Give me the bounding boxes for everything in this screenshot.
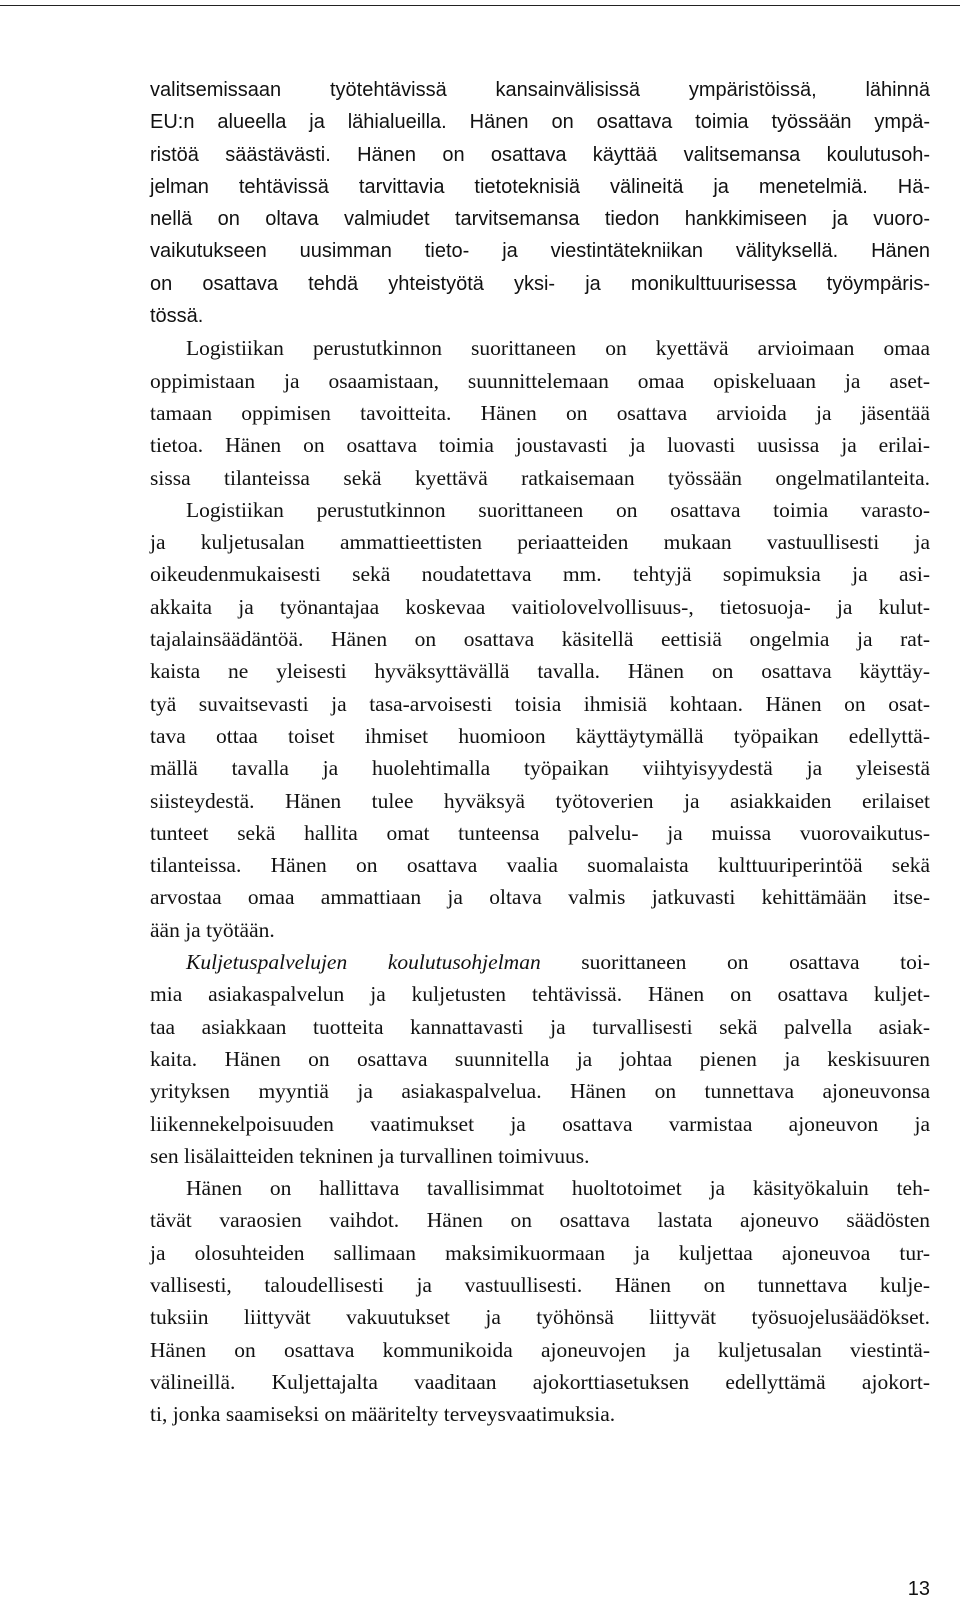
text-line: tössä. xyxy=(150,305,204,328)
text-line: ja kuljetusalan ammattieettisten periaatteiden mukaan vastuullisesti ja xyxy=(150,530,930,555)
kuljetus-para-first-line xyxy=(150,946,930,978)
text-line: Hänen on osattava kommunikoida ajoneuvojen ja kuljetusalan viestintä- xyxy=(150,1337,930,1362)
kuljetus-first-line-rest: suorittaneen on osattava toi- xyxy=(540,950,931,975)
text-line: sen lisälaitteiden tekninen ja turvallinen toimivuus. xyxy=(150,1143,590,1168)
text-line: siisteydestä. Hänen tulee hyväksyä työtoverien ja asiakkaiden erilaiset xyxy=(150,788,930,813)
text-line: tajalainsäädäntöä. Hänen on osattava käsitellä eettisiä ongelmia ja rat- xyxy=(150,627,930,652)
text-line: ristöä säästävästi. Hänen on osattava käyttää valitsemansa koulutusoh- xyxy=(150,143,930,166)
text-line: liikennekelpoisuuden vaatimukset ja osattava varmistaa ajoneuvon ja xyxy=(150,1111,930,1136)
text-line: yrityksen myyntiä ja asiakaspalvelua. Hänen on tunnettava ajoneuvonsa xyxy=(150,1079,930,1104)
text-line: jelman tehtävissä tarvittavia tietoteknisiä välineitä ja menetelmiä. Hä- xyxy=(150,175,930,198)
text-line: akkaita ja työnantajaa koskevaa vaitiolovelvollisuus-, tietosuoja- ja kulut- xyxy=(150,594,930,619)
text-line: mällä tavalla ja huolehtimalla työpaikan viihtyisyydestä ja yleisestä xyxy=(150,756,930,781)
paragraphs-main xyxy=(150,74,930,946)
text-line: taa asiakkaan tuotteita kannattavasti ja turvallisesti sekä palvella asiak- xyxy=(150,1014,930,1039)
text-line: Logistiikan perustutkinnon suorittaneen on kyettävä arvioimaan omaa xyxy=(186,336,930,361)
text-line: tuksiin liittyvät vakuutukset ja työhönsä liittyvät työsuojelusäädökset. xyxy=(150,1305,930,1330)
text-line: tilanteissa. Hänen on osattava vaalia suomalaista kulttuuriperintöä sekä xyxy=(150,853,930,878)
text-line: mia asiakaspalvelun ja kuljetusten tehtävissä. Hänen on osattava kuljet- xyxy=(150,982,930,1007)
text-line: arvostaa omaa ammattiaan ja oltava valmis jatkuvasti kehittämään itse- xyxy=(150,885,930,910)
text-line: on osattava tehdä yhteistyötä yksi- ja monikulttuurisessa työympäris- xyxy=(150,272,930,295)
text-line: tietoa. Hänen on osattava toimia joustavasti ja luovasti uusissa ja erilai- xyxy=(150,433,930,458)
text-line: ti, jonka saamiseksi on määritelty terveysvaatimuksia. xyxy=(150,1402,616,1427)
text-line: vallisesti, taloudellisesti ja vastuullisesti. Hänen on tunnettava kulje- xyxy=(150,1272,930,1297)
page-number: 13 xyxy=(907,1578,930,1600)
text-line: vaikutukseen uusimman tieto- ja viestintätekniikan välityksellä. Hänen xyxy=(150,240,930,263)
text-line: valitsemissaan työtehtävissä kansainvälisissä ympäristöissä, lähinnä xyxy=(150,79,930,101)
text-line: EU:n alueella ja lähialueilla. Hänen on osattava toimia työssään ympä- xyxy=(150,111,930,134)
text-line: ja olosuhteiden sallimaan maksimikuormaan ja kuljettaa ajoneuvoa tur- xyxy=(150,1240,930,1265)
text-line: kaita. Hänen on osattava suunnitella ja johtaa pienen ja keskisuuren xyxy=(150,1046,930,1071)
body-text xyxy=(150,74,930,1430)
paragraphs-kuljetus xyxy=(150,978,930,1430)
program-name-italic: Kuljetuspalvelujen koulutusohjelman xyxy=(186,950,541,975)
text-line: Logistiikan perustutkinnon suorittaneen on osattava toimia varasto- xyxy=(186,497,930,522)
text-line: Hänen on hallittava tavallisimmat huoltotoimet ja käsityökaluin teh- xyxy=(186,1176,930,1201)
text-line: välineillä. Kuljettajalta vaaditaan ajokorttiasetuksen edellyttämä ajokort- xyxy=(150,1369,930,1394)
text-line: kaista ne yleisesti hyväksyttävällä tavalla. Hänen on osattava käyttäy- xyxy=(150,659,930,684)
text-line: sissa tilanteissa sekä kyettävä ratkaisemaan työssään ongelmatilanteita. xyxy=(150,465,930,490)
text-line: nellä on oltava valmiudet tarvitsemansa tiedon hankkimiseen ja vuoro- xyxy=(150,208,930,231)
text-line: tävät varaosien vaihdot. Hänen on osattava lastata ajoneuvo säädösten xyxy=(150,1208,930,1233)
text-line: ään ja työtään. xyxy=(150,917,275,942)
top-rule xyxy=(0,5,960,6)
text-line: oikeudenmukaisesti sekä noudatettava mm. tehtyjä sopimuksia ja asi- xyxy=(150,562,930,587)
text-line: tava ottaa toiset ihmiset huomioon käyttäytymällä työpaikan edellyttä- xyxy=(150,723,930,748)
text-line: oppimistaan ja osaamistaan, suunnittelemaan omaa opiskeluaan ja aset- xyxy=(150,368,930,393)
text-line: tyä suvaitsevasti ja tasa-arvoisesti toisia ihmisiä kohtaan. Hänen on osat- xyxy=(150,691,930,716)
text-line: tamaan oppimisen tavoitteita. Hänen on osattava arvioida ja jäsentää xyxy=(150,400,930,425)
text-line: tunteet sekä hallita omat tunteensa palvelu- ja muissa vuorovaikutus- xyxy=(150,820,930,845)
